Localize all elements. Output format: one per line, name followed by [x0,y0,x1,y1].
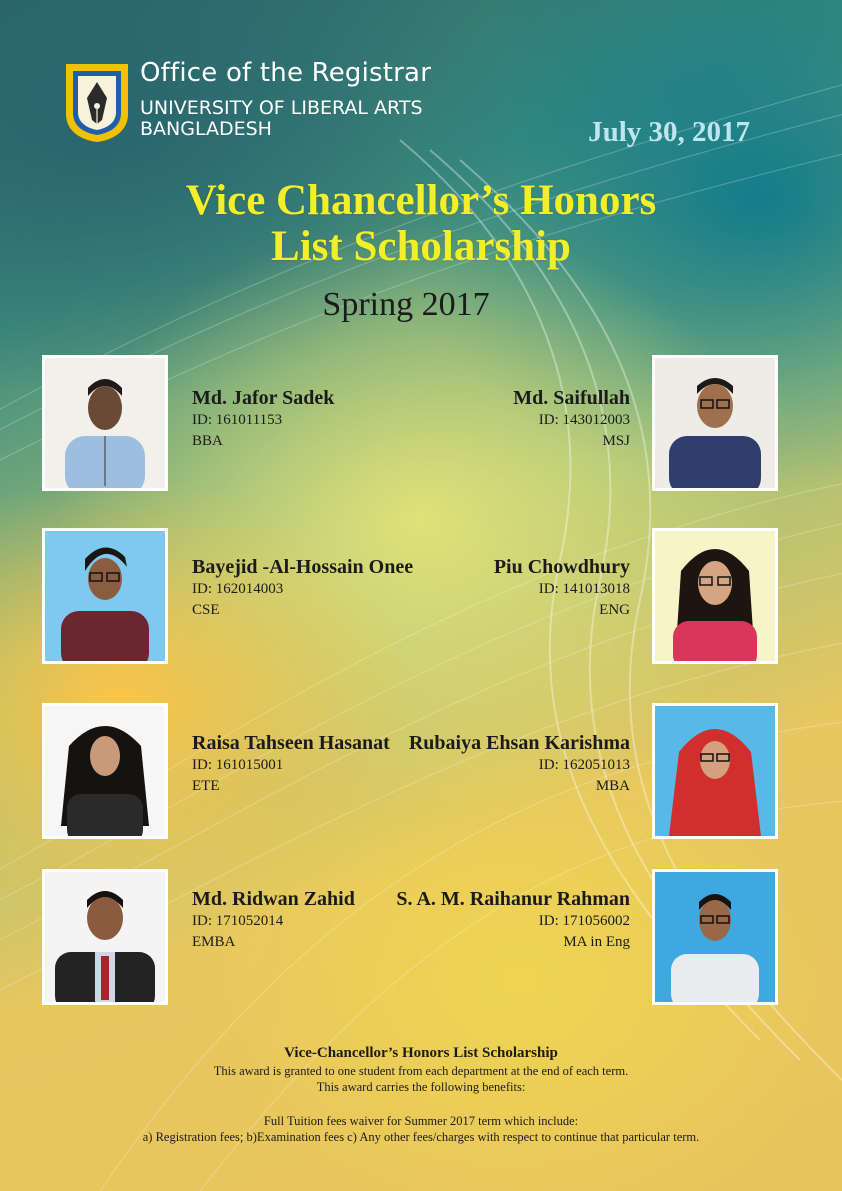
award-title: Vice-Chancellor’s Honors List Scholarship [284,1045,558,1061]
student-name: S. A. M. Raihanur Rahman [396,888,630,910]
page-title [0,178,842,270]
student-card-8 [370,887,630,953]
student-id: ID: 161015001 [192,757,284,773]
student-id: ID: 162051013 [538,757,630,773]
student-photo-2 [652,355,778,491]
student-photo-7 [42,869,168,1005]
pen-nib-shield-icon [64,62,130,144]
office-title: Office of the Registrar [140,58,432,88]
student-name: Md. Saifullah [513,387,630,409]
term-label: Spring 2017 [322,286,490,323]
student-name: Md. Jafor Sadek [192,387,335,409]
student-photo-3 [42,528,168,664]
student-dept: ETE [192,778,220,794]
student-photo-5 [42,703,168,839]
award-line-2: This award carries the following benefits: [316,1080,526,1094]
student-card-4 [370,555,630,621]
university-name-line2: BANGLADESH [140,118,272,140]
student-photo-8 [652,869,778,1005]
student-dept: ENG [599,602,630,618]
student-dept: CSE [192,602,220,618]
student-photo-4 [652,528,778,664]
student-dept: MSJ [602,433,630,449]
student-name: Piu Chowdhury [493,556,630,578]
student-card-6 [370,731,630,797]
student-name: Bayejid -Al-Hossain Onee [192,556,414,578]
university-name [140,98,423,140]
page-title-line2: List Scholarship [271,223,571,270]
student-id: ID: 162014003 [192,581,284,597]
student-id: ID: 161011153 [192,412,283,428]
university-name-line1: UNIVERSITY OF LIBERAL ARTS [140,97,423,119]
student-dept: BBA [192,433,223,449]
issue-date: July 30, 2017 [588,116,750,148]
student-dept: MA in Eng [563,934,630,950]
benefits-line-1: Full Tuition fees waiver for Summer 2017 term which include: [263,1114,579,1128]
award-description [0,1044,842,1145]
student-name: Md. Ridwan Zahid [192,888,355,910]
student-id: ID: 171052014 [192,913,284,929]
student-id: ID: 143012003 [538,412,630,428]
student-id: ID: 141013018 [538,581,630,597]
student-photo-1 [42,355,168,491]
benefits-line-2: a) Registration fees; b)Examination fees c) Any other fees/charges with respect to continue that particular term. [142,1130,700,1144]
student-name: Rubaiya Ehsan Karishma [408,732,630,754]
student-card-2 [370,386,630,452]
student-dept: MBA [595,778,630,794]
student-id: ID: 171056002 [538,913,630,929]
student-name: Raisa Tahseen Hasanat [192,732,390,754]
student-photo-6 [652,703,778,839]
university-logo [64,62,130,144]
award-line-1: This award is granted to one student from each department at the end of each term. [213,1064,629,1078]
page-title-line1: Vice Chancellor’s Honors [185,177,657,224]
student-dept: EMBA [192,934,236,950]
